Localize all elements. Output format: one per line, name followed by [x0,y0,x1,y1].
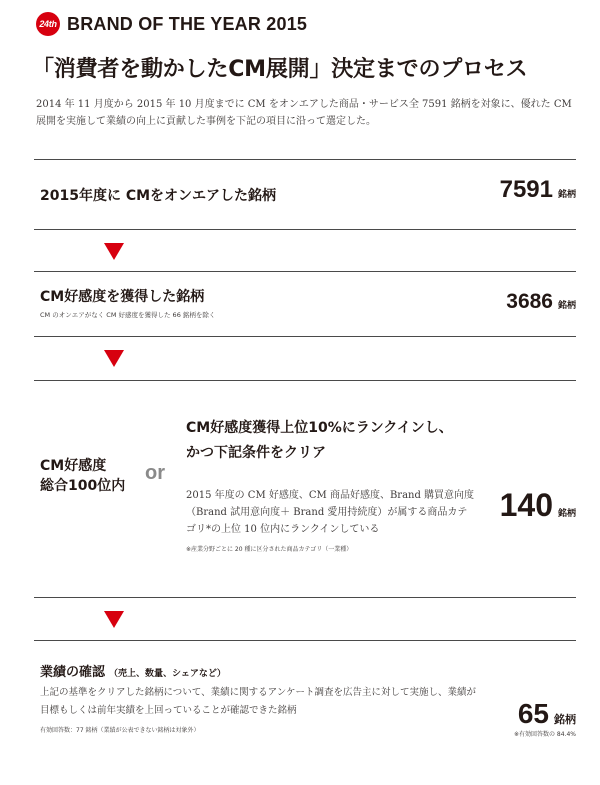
step4-count-note: ※有効回答数の 84.4% [514,731,576,738]
step3-heading-line1: CM好感度獲得上位10%にランクインし、 [186,420,453,436]
divider [34,336,576,337]
step1-label: 2015年度に CMをオンエアした銘柄 [40,188,277,204]
brand-title: BRAND OF THE YEAR 2015 [67,13,308,34]
step3-count [500,487,576,524]
step2-count [506,290,576,314]
step1-count-number: 7591 [499,176,553,203]
step3-heading-line2: かつ下記条件をクリア [186,445,326,461]
step4-count [518,698,576,730]
step4-count-unit: 銘柄 [554,713,576,726]
page-title: 「消費者を動かしたCM展開」決定までのプロセス [32,57,528,82]
step4-note: 有効回答数：77 銘柄（業績が公表できない銘柄は対象外） [40,727,200,734]
step3-left-line2: 総合100位内 [40,478,126,494]
step4-count-number: 65 [517,698,549,729]
or-label: or [145,462,165,484]
step2-note: CM のオンエアがなく CM 好感度を獲得した 66 銘柄を除く [40,311,216,319]
divider [34,271,576,272]
divider [34,640,576,641]
step1-count-unit: 銘柄 [557,190,576,200]
step3-left-criteria [40,456,125,496]
step3-left-line1: CM好感度 [40,458,107,474]
step2-label: CM好感度を獲得した銘柄 [40,289,205,305]
step3-note: ※産業分野ごとに 20 種に区分された商品カテゴリ（一業種） [186,546,353,553]
step3-count-unit: 銘柄 [557,509,576,519]
step4-body: 上記の基準をクリアした銘柄について、業績に関するアンケート調査を広告主に対して実施し、業績が目標もしくは前年実績を上回っていることが確認できた銘柄 [40,687,477,716]
intro-text: 2014 年 11 月度から 2015 年 10 月度までに CM をオンエアした商品・サービス全 7591 銘柄を対象に、優れた CM 展開を実施して業績の向上に貢献した事例を下記の項目に沿って選定した。 [36,99,572,127]
step1-count [500,176,576,204]
down-arrow-icon [104,350,124,367]
step3-heading [186,416,453,466]
step3-body: 2015 年度の CM 好感度、CM 商品好感度、Brand 購買意向度（Brand 試用意向度＋ Brand 愛用持続度）が属する商品カテゴリ*の上位 10 位内にランクインしている [186,490,475,535]
step3-count-number: 140 [499,487,553,523]
down-arrow-icon [104,611,124,628]
divider [34,159,576,160]
step2-count-number: 3686 [506,290,553,313]
step4-heading-sub: （売上、数量、シェアなど） [109,669,226,679]
down-arrow-icon [104,243,124,260]
anniversary-badge: 24th [36,12,60,36]
step4-heading-main: 業績の確認 [40,665,106,680]
divider [34,229,576,230]
divider [34,380,576,381]
step4-heading [40,661,226,680]
divider [34,597,576,598]
header [36,12,307,36]
step2-count-unit: 銘柄 [557,301,576,311]
